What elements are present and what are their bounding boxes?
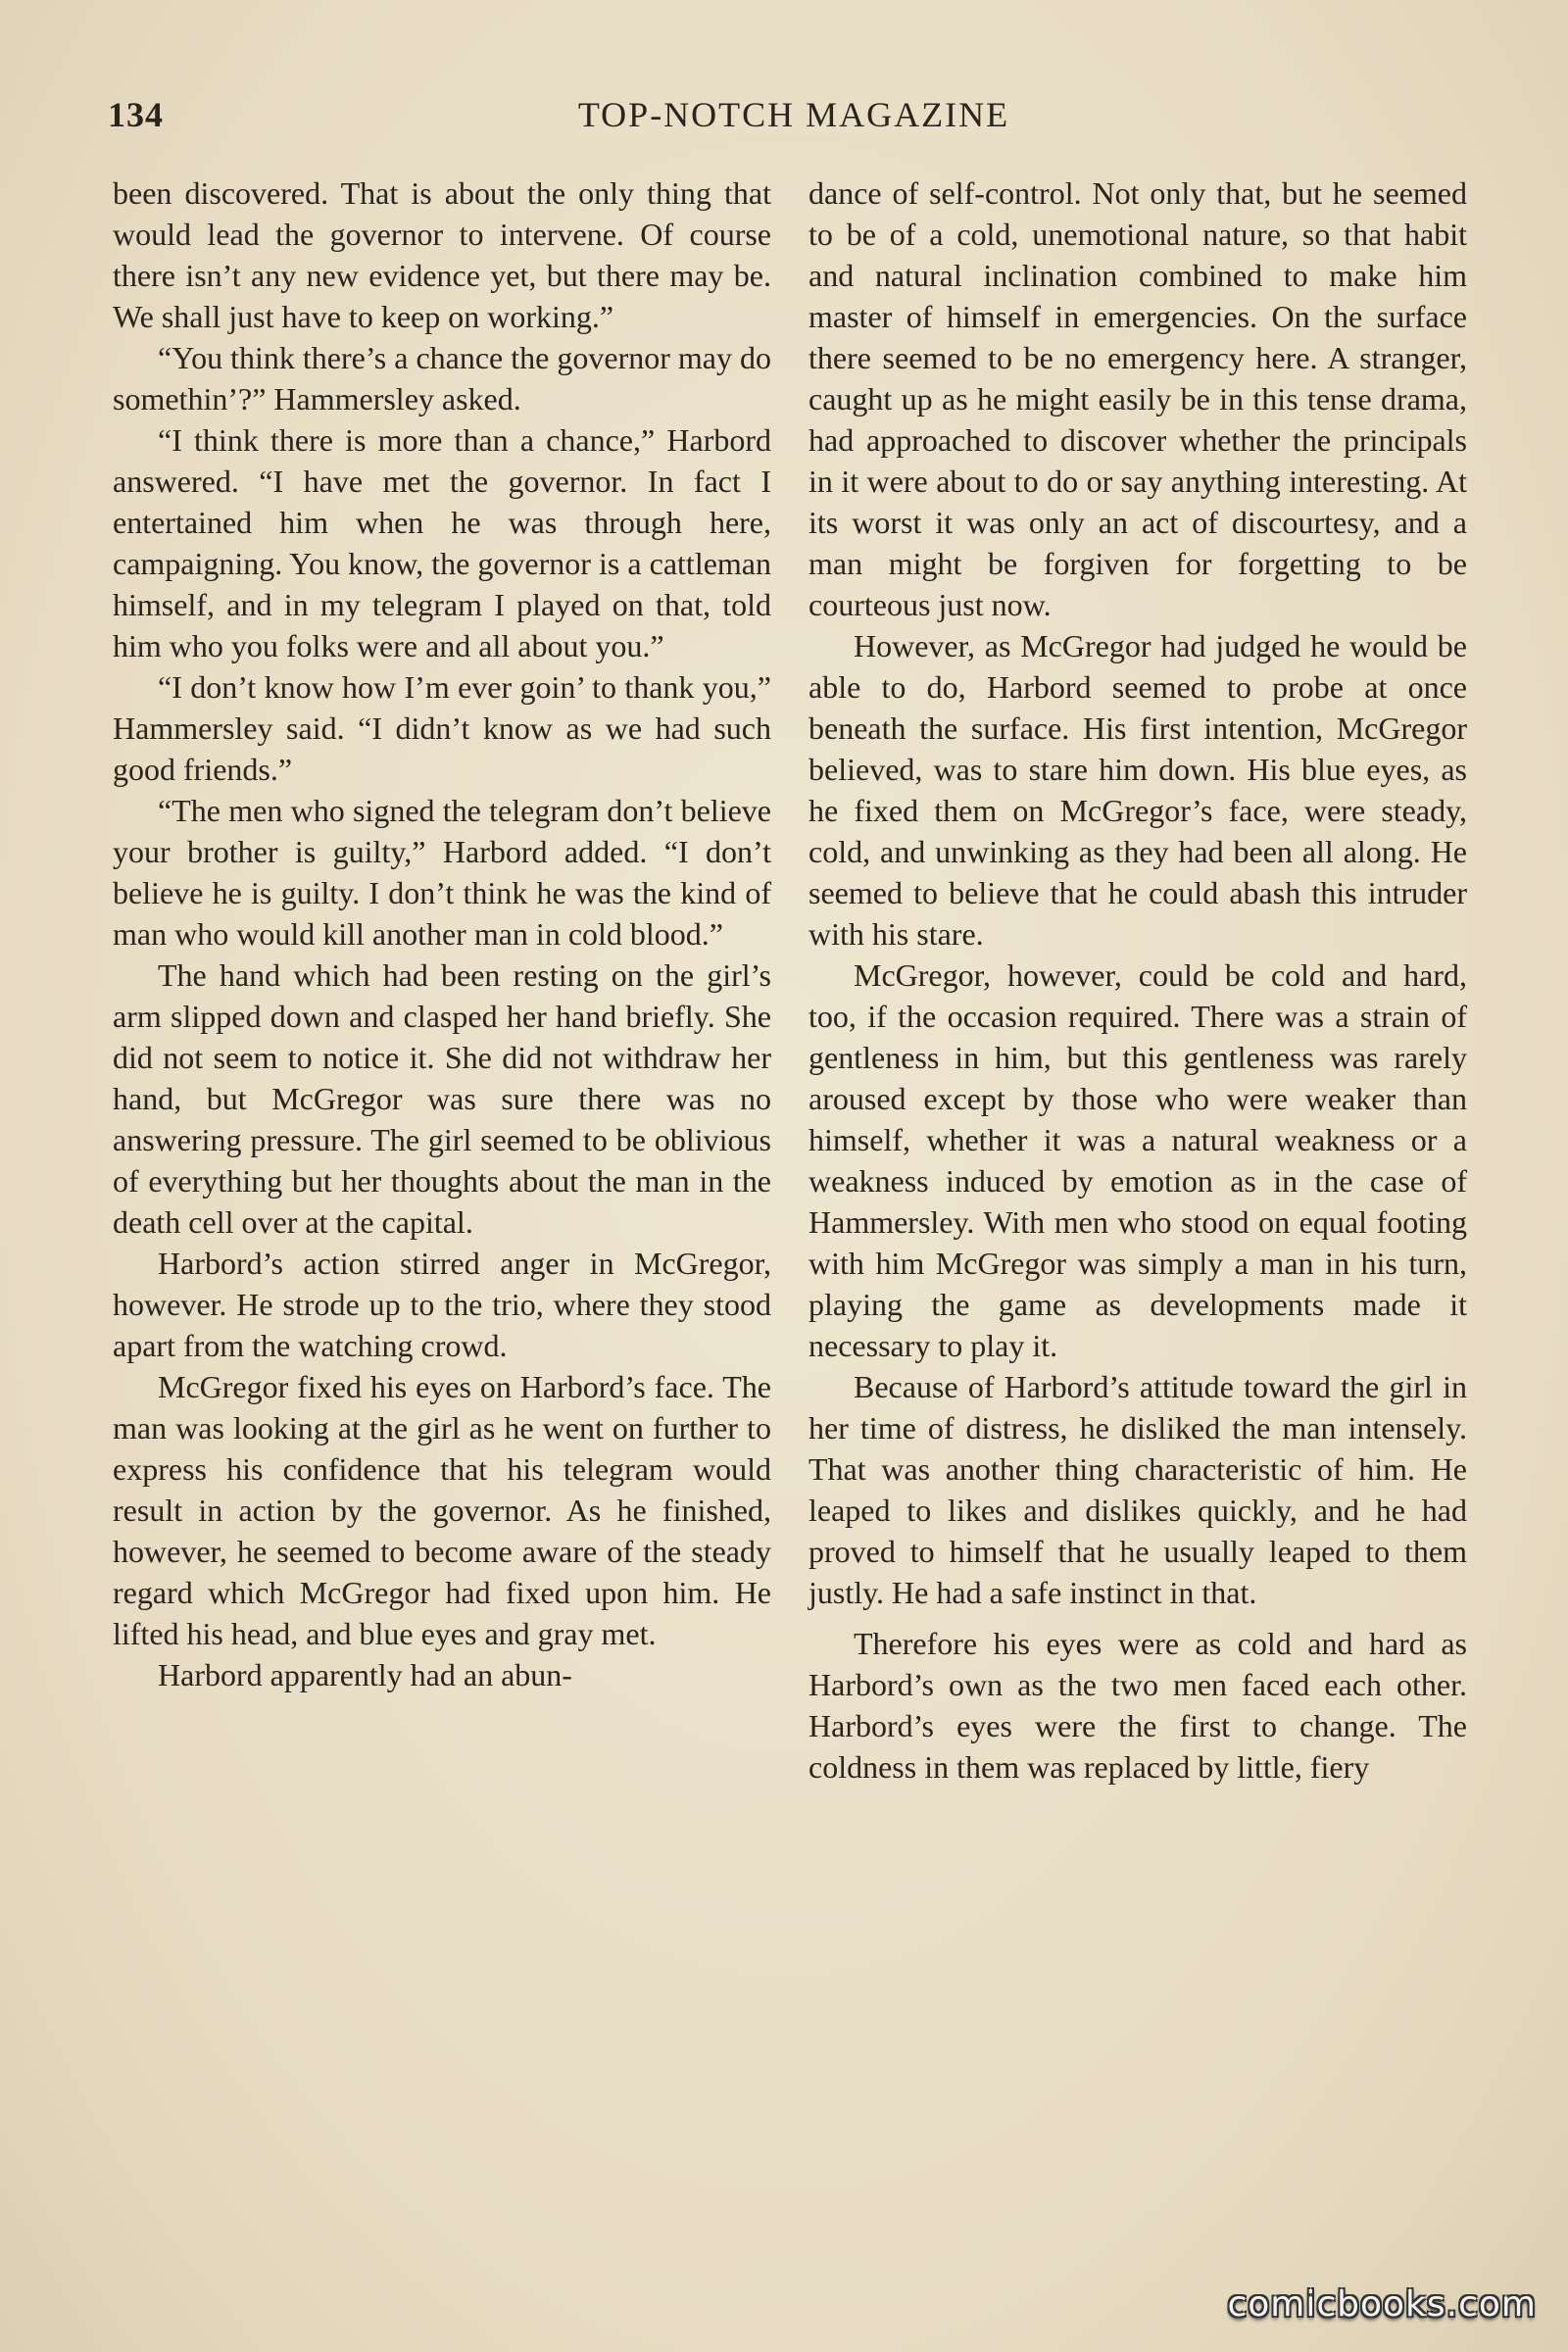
paragraph: been discovered. That is about the only thing that would lead the governor to intervene. Of course there isn’t any new evidence yet, but there may be. We shall just have to keep on working.” [113, 175, 771, 334]
paragraph: However, as McGregor had judged he would be able to do, Harbord seemed to probe at once beneath the surface. His first intention, McGregor believed, was to stare him down. His blue eyes, as he fixed them on McGregor’s face, were steady, cold, and unwinking as they had been all along. He seemed to believe that he could abash this intruder with his stare. [808, 628, 1467, 952]
paragraph: McGregor, however, could be cold and hard, too, if the occasion required. There was a strain of gentleness in him, but this gentleness was rarely aroused except by those who were weaker than himself, whether it was a natural weakness or a weakness induced by emotion as in the case of Hammersley. With men who stood on equal footing with him McGregor was simply a man in his turn, playing the game as developments made it necessary to play it. [808, 957, 1467, 1363]
paragraph: Because of Harbord’s attitude toward the girl in her time of distress, he disliked the man intensely. That was another thing characteristic of him. He leaped to likes and dislikes quickly, and he had proved to himself that he usually leaped to them justly. He had a safe instinct in that. [808, 1369, 1467, 1610]
page-header [108, 94, 1480, 153]
paragraph: McGregor fixed his eyes on Harbord’s face. The man was looking at the girl as he went on further to express his confidence that his telegram would result in action by the governor. As he finished, however, he seemed to become aware of the steady regard which McGregor had fixed upon him. He lifted his head, and blue eyes and gray met. [113, 1369, 771, 1651]
paragraph: Harbord’s action stirred anger in McGregor, however. He strode up to the trio, where they stood apart from the watching crowd. [113, 1246, 771, 1363]
site-watermark: comicbooks.com [1227, 2284, 1537, 2325]
paragraph: The hand which had been resting on the girl’s arm slipped down and clasped her hand briefly. She did not seem to notice it. She did not withdraw her hand, but McGregor was sure there was no answering pressure. The girl seemed to be oblivious of everything but her thoughts about the man in the death cell over at the capital. [113, 957, 771, 1240]
paragraph: “You think there’s a chance the governor may do somethin’?” Hammersley asked. [113, 340, 771, 416]
paragraph: “I don’t know how I’m ever goin’ to thank you,” Hammersley said. “I didn’t know as we had such good friends.” [113, 669, 771, 787]
paragraph: Harbord apparently had an abun- [158, 1657, 572, 1692]
page-number: 134 [108, 95, 164, 134]
paragraph: “The men who signed the telegram don’t believe your brother is guilty,” Harbord added. “I don’t believe he is guilty. I don’t think he was the kind of man who would kill another man in cold blood.” [113, 793, 771, 952]
magazine-title: TOP-NOTCH MAGAZINE [577, 95, 1010, 134]
paragraph: dance of self-control. Not only that, but he seemed to be of a cold, unemotional nature, so that habit and natural inclination combined to make him master of himself in emergencies. On the surface there seemed to be no emergency here. A stranger, caught up as he might easily be in this tense drama, had approached to discover whether the principals in it were about to do or say anything interesting. At its worst it was only an act of discourtesy, and a man might be forgiven for forgetting to be courteous just now. [808, 175, 1467, 622]
left-column [113, 172, 771, 1695]
paragraph: Therefore his eyes were as cold and hard as Harbord’s own as the two men faced each other. Harbord’s eyes were the first to change. The coldness in them was replaced by little, fiery [808, 1626, 1467, 1785]
right-column [808, 172, 1467, 1788]
paragraph: “I think there is more than a chance,” Harbord answered. “I have met the governor. In fact I entertained him when he was through here, campaigning. You know, the governor is a cattleman himself, and in my telegram I played on that, told him who you folks were and all about you.” [113, 422, 771, 663]
